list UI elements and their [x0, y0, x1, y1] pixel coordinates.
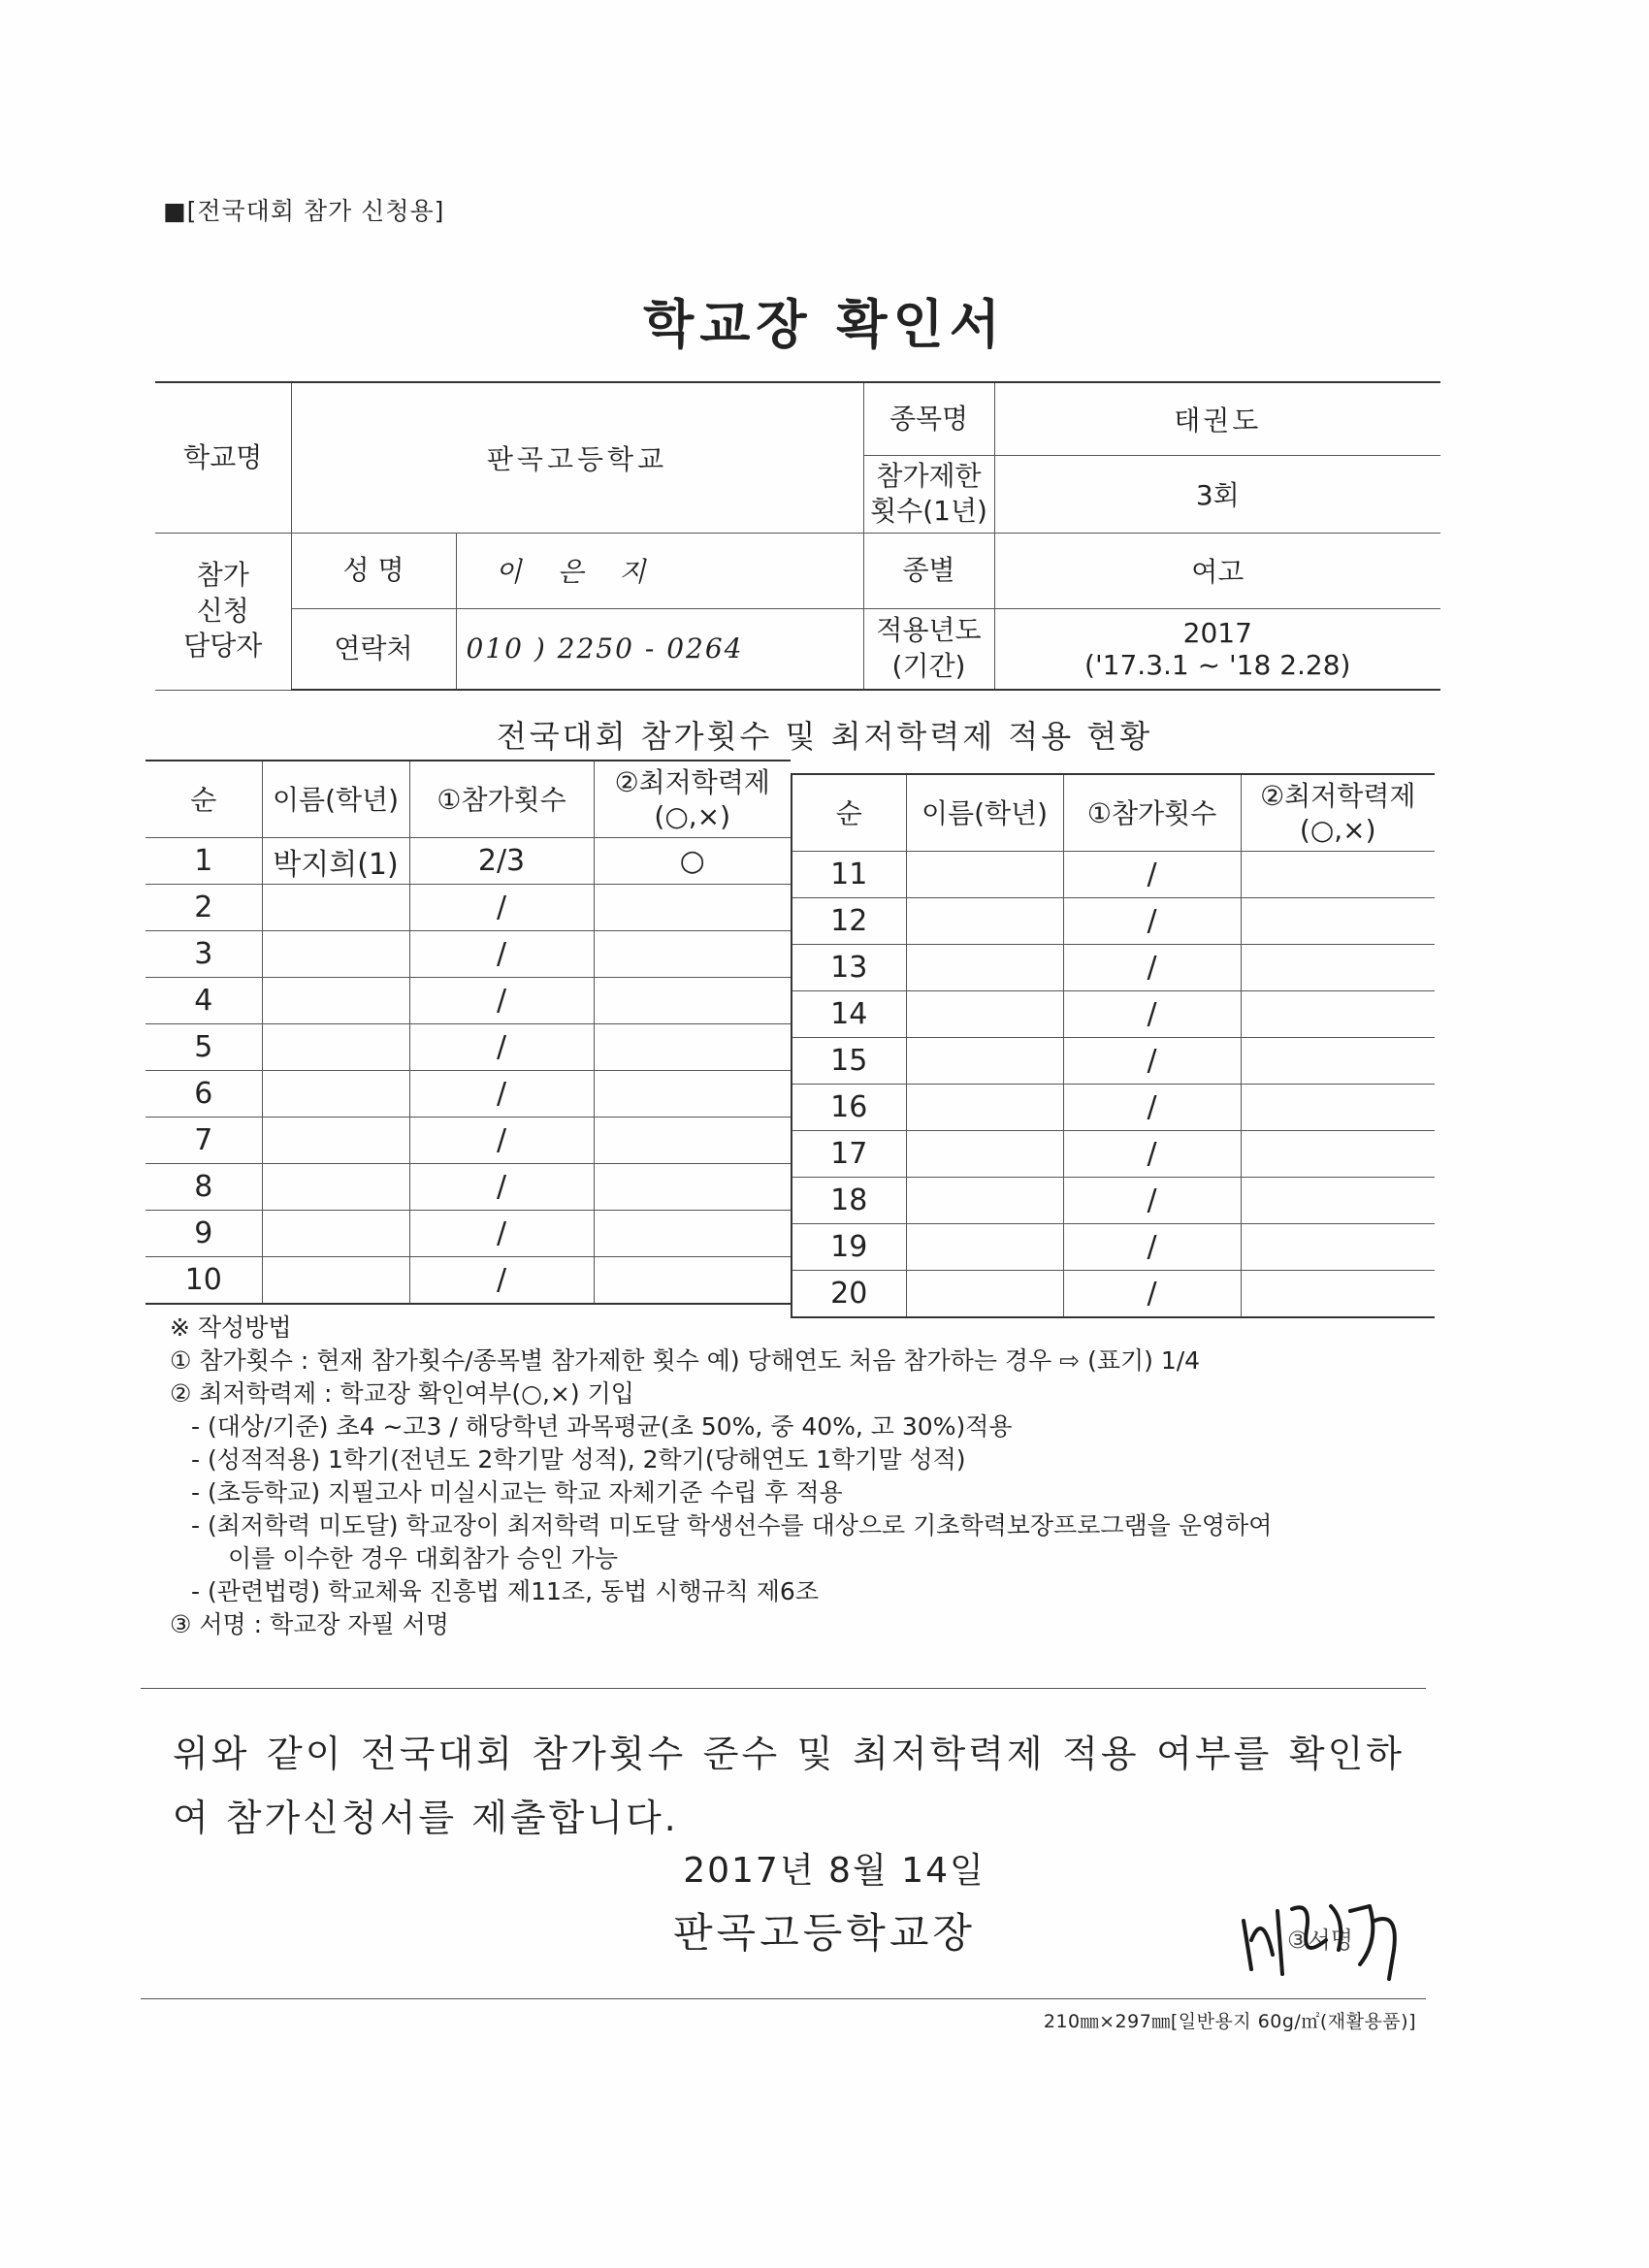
- row-grade: [1241, 1224, 1435, 1271]
- footer-divider: [141, 1998, 1426, 1999]
- row-name: [906, 1038, 1063, 1085]
- row-no: 18: [792, 1178, 906, 1224]
- table-row: [146, 978, 791, 1024]
- applicant-label-line3: 담당자: [183, 630, 263, 663]
- row-name: [262, 1257, 409, 1305]
- row-name: [906, 898, 1063, 945]
- limit-label-line1: 참가제한: [876, 459, 982, 492]
- row-grade: [594, 1211, 791, 1257]
- row-name: [262, 1118, 409, 1164]
- year-value: 2017: [1182, 616, 1252, 649]
- form-type-tag: ■[전국대회 참가 신청용]: [163, 197, 445, 225]
- issue-date: 2017년 8월 14일: [683, 1851, 986, 1891]
- sport-value: 태권도: [994, 382, 1440, 455]
- row-no: 15: [792, 1038, 906, 1085]
- row-count: /: [409, 931, 594, 978]
- row-count: /: [409, 1118, 594, 1164]
- row-count: /: [1063, 852, 1241, 898]
- paper-spec-footer: 210㎜×297㎜[일반용지 60g/㎡(재활용품)]: [1043, 2011, 1416, 2032]
- table-row: [792, 1271, 1435, 1318]
- row-count: /: [409, 1071, 594, 1118]
- header-name: 이름(학년): [906, 774, 1063, 852]
- row-grade: [594, 1257, 791, 1305]
- row-count: /: [409, 1164, 594, 1211]
- row-count: /: [1063, 1178, 1241, 1224]
- header-count: ①참가횟수: [409, 761, 594, 838]
- header-no: 순: [146, 761, 262, 838]
- row-grade: [594, 1118, 791, 1164]
- row-no: 2: [146, 885, 262, 931]
- row-grade: [594, 978, 791, 1024]
- table-row: [146, 1118, 791, 1164]
- table-row: [146, 931, 791, 978]
- table-row: [146, 1257, 791, 1305]
- table-row: [792, 1085, 1435, 1131]
- instruction-item-2: ② 최저학력제 : 학교장 확인여부(○,×) 기입: [170, 1379, 634, 1408]
- instruction-item-3: ③ 서명 : 학교장 자필 서명: [170, 1610, 449, 1638]
- row-name: [906, 1271, 1063, 1318]
- header-grade-line1: ②최저학력제: [614, 766, 770, 798]
- row-no: 5: [146, 1024, 262, 1071]
- limit-label: [863, 455, 994, 533]
- name-label: 성 명: [291, 533, 456, 608]
- row-name: [262, 1164, 409, 1211]
- instruction-sub-1: - (대상/기준) 초4 ~고3 / 해당학년 과목평균(초 50%, 중 40%, 고 30%)적용: [191, 1412, 1013, 1441]
- contact-value: 010 ) 2250 - 0264: [456, 608, 863, 690]
- table-row: [146, 1211, 791, 1257]
- row-no: 17: [792, 1131, 906, 1178]
- section-divider: [141, 1688, 1426, 1689]
- instructions-section: [170, 1312, 1450, 1641]
- status-section-title: 전국대회 참가횟수 및 최저학력제 적용 현황: [496, 718, 1153, 755]
- year-label: [863, 608, 994, 690]
- instruction-sub-4: - (최저학력 미도달) 학교장이 최저학력 미도달 학생선수를 대상으로 기초학력보장프로그램을 운영하여: [191, 1511, 1273, 1539]
- instruction-sub-5: - (관련법령) 학교체육 진흥법 제11조, 동법 시행규칙 제6조: [191, 1577, 819, 1605]
- row-name: [906, 991, 1063, 1038]
- table-row: [146, 838, 791, 885]
- row-count: /: [1063, 1271, 1241, 1318]
- instruction-sub-2: - (성적적용) 1학기(전년도 2학기말 성적), 2학기(당해연도 1학기말 성적): [191, 1445, 966, 1474]
- row-no: 9: [146, 1211, 262, 1257]
- row-no: 1: [146, 838, 262, 885]
- row-grade: [1241, 991, 1435, 1038]
- row-name: [262, 885, 409, 931]
- year-label-line2: (기간): [891, 649, 966, 682]
- row-count: 2/3: [409, 838, 594, 885]
- row-count: /: [1063, 898, 1241, 945]
- row-name: [262, 931, 409, 978]
- header-grade: [594, 761, 791, 838]
- row-name: [906, 945, 1063, 991]
- category-label: 종별: [863, 533, 994, 608]
- row-no: 6: [146, 1071, 262, 1118]
- table-row: [146, 1164, 791, 1211]
- row-no: 8: [146, 1164, 262, 1211]
- header-grade-line1: ②최저학력제: [1260, 780, 1416, 812]
- row-count: /: [1063, 1038, 1241, 1085]
- instruction-sub-3: - (초등학교) 지필고사 미실시교는 학교 자체기준 수립 후 적용: [191, 1478, 843, 1507]
- table-row: [792, 852, 1435, 898]
- row-no: 14: [792, 991, 906, 1038]
- row-grade: [1241, 1271, 1435, 1318]
- year-cell: [994, 608, 1440, 690]
- row-no: 11: [792, 852, 906, 898]
- row-grade: [1241, 852, 1435, 898]
- row-count: /: [409, 1257, 594, 1305]
- row-grade: [1241, 945, 1435, 991]
- table-row: [146, 1071, 791, 1118]
- row-no: 19: [792, 1224, 906, 1271]
- row-no: 13: [792, 945, 906, 991]
- row-no: 7: [146, 1118, 262, 1164]
- row-no: 10: [146, 1257, 262, 1305]
- row-grade: [594, 1024, 791, 1071]
- row-count: /: [1063, 1131, 1241, 1178]
- row-grade: [1241, 1038, 1435, 1085]
- signature-mark-text: ③서명: [1287, 1927, 1353, 1954]
- row-grade: [594, 931, 791, 978]
- row-grade: [594, 1071, 791, 1118]
- row-count: /: [409, 1024, 594, 1071]
- row-name: [262, 978, 409, 1024]
- row-no: 16: [792, 1085, 906, 1131]
- limit-label-line2: 횟수(1년): [870, 495, 987, 527]
- row-name: [906, 852, 1063, 898]
- row-name: [262, 1071, 409, 1118]
- year-label-line1: 적용년도: [876, 614, 982, 647]
- table-row: [792, 1178, 1435, 1224]
- table-row: [792, 1131, 1435, 1178]
- row-count: /: [1063, 1085, 1241, 1131]
- school-name-value: 판곡고등학교: [291, 382, 863, 533]
- table-row: [792, 1038, 1435, 1085]
- table-row: [792, 1224, 1435, 1271]
- row-grade: [1241, 898, 1435, 945]
- row-name: [906, 1224, 1063, 1271]
- instruction-sub-4-cont: 이를 이수한 경우 대회참가 승인 가능: [228, 1544, 618, 1572]
- applicant-label-line2: 신청: [196, 594, 249, 627]
- row-count: /: [409, 1211, 594, 1257]
- row-count: /: [1063, 1224, 1241, 1271]
- name-value: 이 은 지: [456, 533, 863, 608]
- header-grade-line2: (○,×): [1299, 814, 1376, 846]
- row-grade: [1241, 1085, 1435, 1131]
- row-name: 박지희(1): [262, 838, 409, 885]
- table-row: [146, 885, 791, 931]
- row-count: /: [409, 885, 594, 931]
- principal-signature: [1234, 1882, 1428, 1989]
- applicant-label: [155, 533, 291, 690]
- row-count: /: [1063, 945, 1241, 991]
- info-table: [155, 381, 1440, 691]
- principal-title: 판곡고등학교장: [672, 1909, 976, 1957]
- row-name: [906, 1178, 1063, 1224]
- row-grade: [594, 885, 791, 931]
- school-label: 학교명: [155, 382, 291, 533]
- roster-table-left: [146, 760, 791, 1305]
- header-no: 순: [792, 774, 906, 852]
- table-row: [792, 898, 1435, 945]
- header-grade-line2: (○,×): [654, 800, 731, 832]
- table-row: [792, 991, 1435, 1038]
- contact-label: 연락처: [291, 608, 456, 690]
- row-no: 3: [146, 931, 262, 978]
- instructions-heading: ※ 작성방법: [170, 1313, 292, 1342]
- row-name: [906, 1131, 1063, 1178]
- row-no: 20: [792, 1271, 906, 1318]
- declaration-text: 위와 같이 전국대회 참가횟수 준수 및 최저학력제 적용 여부를 확인하여 참가신청서를 제출합니다.: [173, 1733, 1405, 1839]
- category-value: 여고: [994, 533, 1440, 608]
- row-grade: [1241, 1178, 1435, 1224]
- header-count: ①참가횟수: [1063, 774, 1241, 852]
- sport-label: 종목명: [863, 382, 994, 455]
- document-title: 학교장 확인서: [643, 294, 1006, 355]
- header-name: 이름(학년): [262, 761, 409, 838]
- row-name: [262, 1024, 409, 1071]
- row-count: /: [1063, 991, 1241, 1038]
- header-grade: [1241, 774, 1435, 852]
- limit-value: 3회: [994, 455, 1440, 533]
- row-name: [262, 1211, 409, 1257]
- row-count: /: [409, 978, 594, 1024]
- row-name: [906, 1085, 1063, 1131]
- row-grade: [1241, 1131, 1435, 1178]
- roster-table-right: [791, 773, 1435, 1318]
- row-no: 4: [146, 978, 262, 1024]
- instruction-item-1: ① 참가횟수 : 현재 참가횟수/종목별 참가제한 횟수 예) 당해연도 처음 참가하는 경우 ⇨ (표기) 1/4: [170, 1346, 1201, 1375]
- table-row: [792, 945, 1435, 991]
- applicant-label-line1: 참가: [196, 559, 249, 592]
- row-grade: [594, 1164, 791, 1211]
- table-row: [146, 1024, 791, 1071]
- row-grade: ○: [594, 838, 791, 885]
- period-value: ('17.3.1 ~ '18 2.28): [1084, 648, 1351, 681]
- row-no: 12: [792, 898, 906, 945]
